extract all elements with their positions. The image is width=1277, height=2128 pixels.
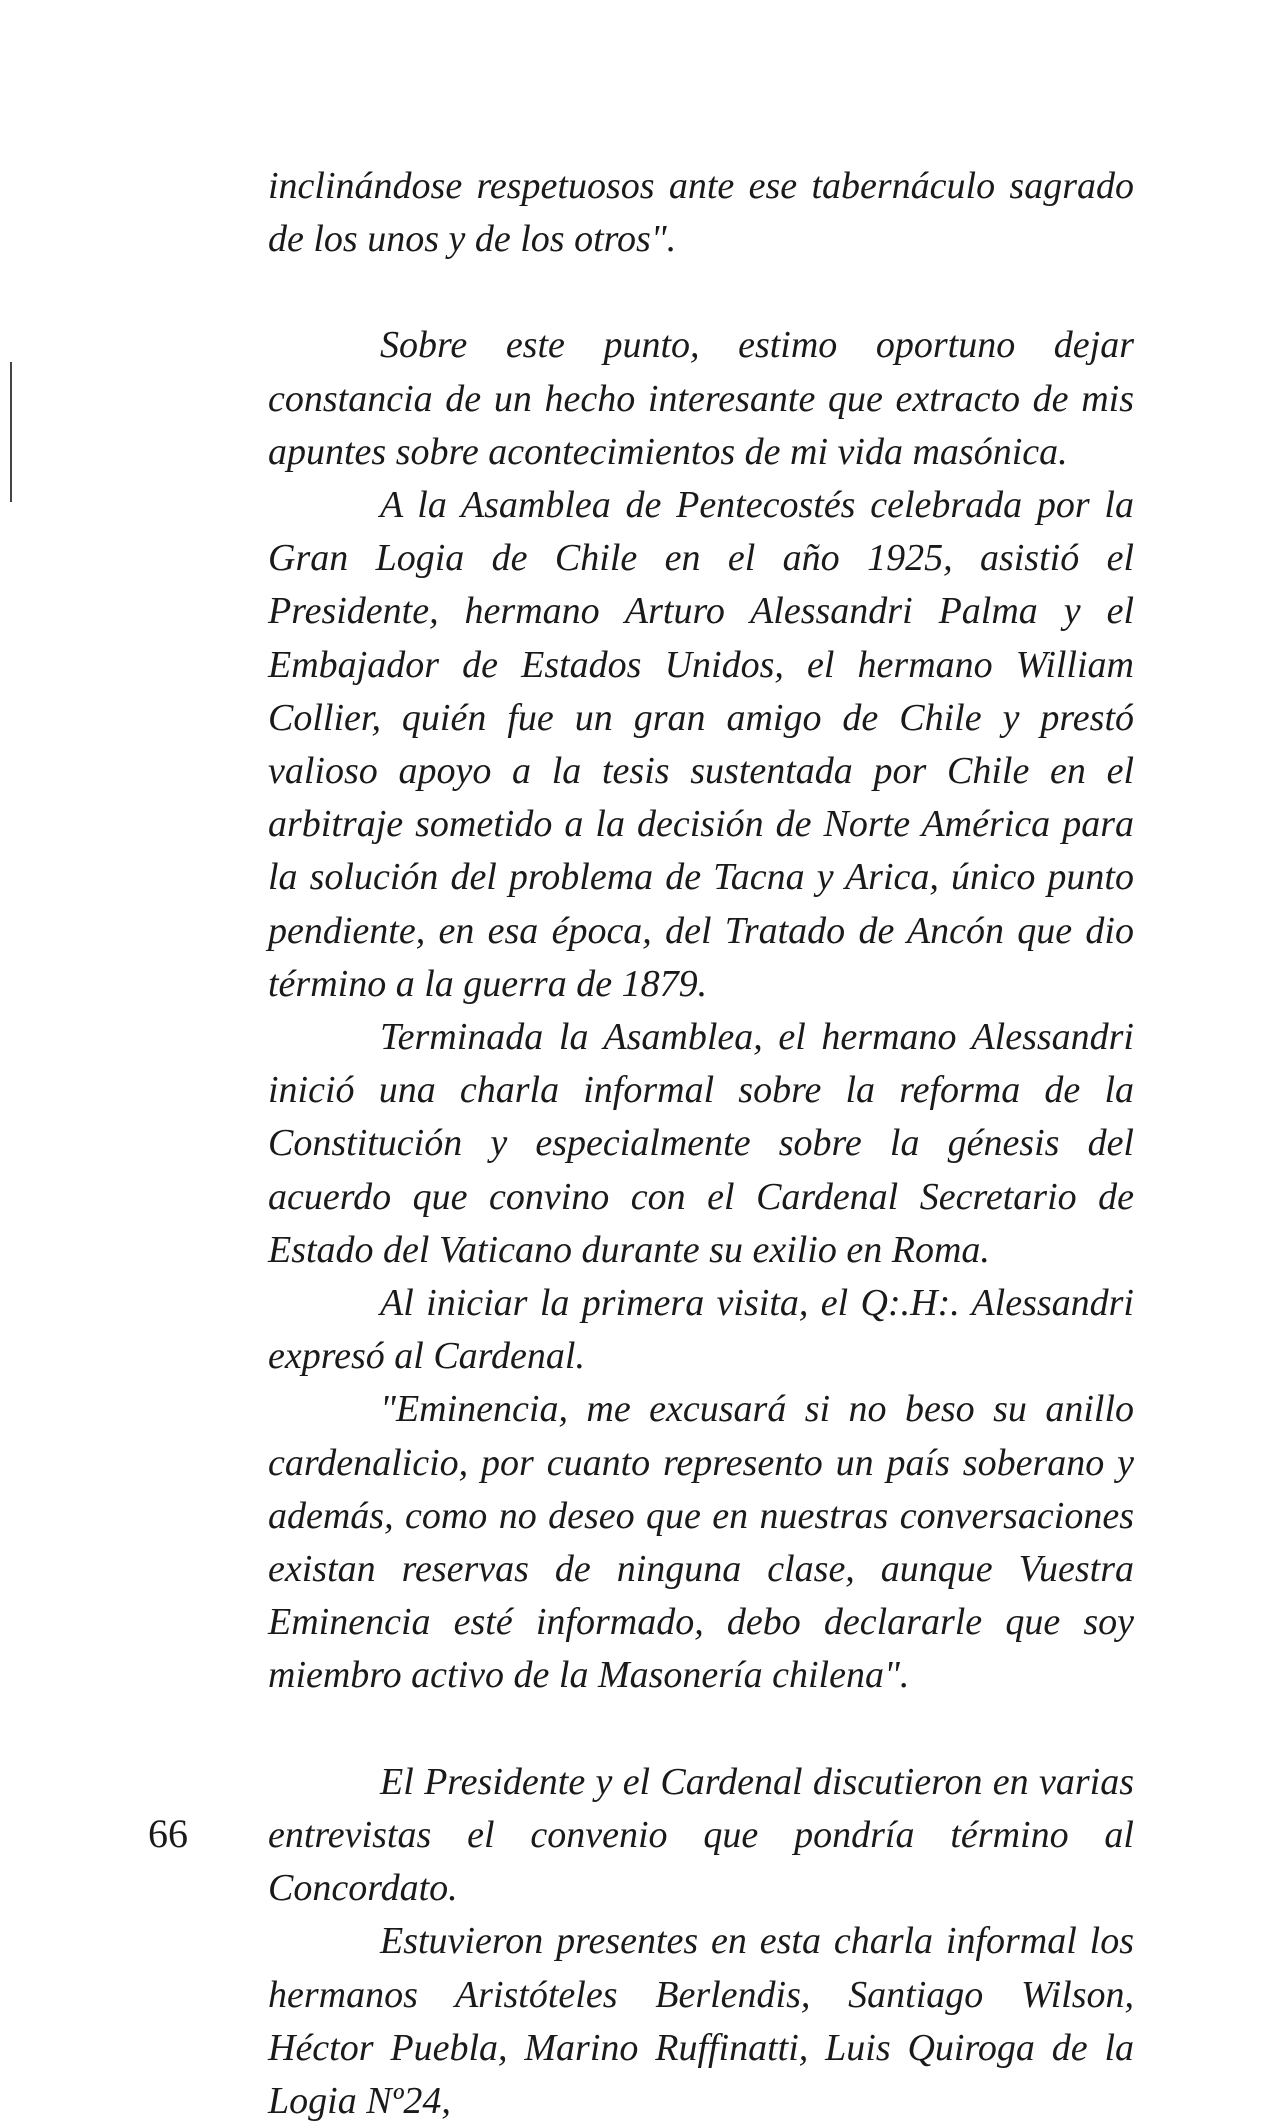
paragraph-sobre-este-punto: Sobre este punto, estimo oportuno dejar constancia de un hecho interesante que extracto de mis apuntes sobre acontecimientos de mi vida masónica. <box>268 324 1134 473</box>
body-text <box>268 160 1134 2128</box>
margin-line <box>10 362 12 502</box>
paragraph-presidente-cardenal: El Presidente y el Cardenal discutieron en varias entrevistas el convenio que pondría término al Concordato. <box>268 1760 1134 1910</box>
paragraph-quote-eminencia: "Eminencia, me excusará si no beso su anillo cardenalicio, por cuanto represento un país soberano y además, como no deseo que en nuestras conversaciones existan reservas de ninguna clase, aunque Vuestra Eminencia esté informado, debo declararle que soy miembro activo de la Masonería chilena". <box>268 1388 1134 1697</box>
paragraph-terminada-asamblea: Terminada la Asamblea, el hermano Alessandri inició una charla informal sobre la reforma de la Constitución y especialmente sobre la génesis del acuerdo que convino con el Cardenal Secretario de Estado del Vaticano durante su exilio en Roma. <box>268 1016 1134 1271</box>
paragraph-estuvieron-presentes: Estuvieron presentes en esta charla informal los hermanos Aristóteles Berlendis, Santiago Wilson, Héctor Puebla, Marino Ruffinatti, Luis Quiroga de la Logia Nº24, <box>268 1920 1134 2122</box>
paragraph-primera-visita: Al iniciar la primera visita, el Q:.H:. Alessandri expresó al Cardenal. <box>268 1282 1134 1378</box>
paragraph-asamblea-pentecostes: A la Asamblea de Pentecostés celebrada por la Gran Logia de Chile en el año 1925, asistió el Presidente, hermano Arturo Alessandri Palma y el Embajador de Estados Unidos, el hermano William Collier, quién fue un gran amigo de Chile y prestó valioso apoyo a la tesis sustentada por Chile en el arbitraje sometido a la decisión de Norte América para la solución del problema de Tacna y Arica, único punto pendiente, en esa época, del Tratado de Ancón que dio término a la guerra de 1879. <box>268 484 1134 1005</box>
page-number: 66 <box>148 1811 188 1856</box>
paragraph-continuation: inclinándose respetuosos ante ese tabernáculo sagrado de los unos y de los otros". <box>268 165 1134 261</box>
